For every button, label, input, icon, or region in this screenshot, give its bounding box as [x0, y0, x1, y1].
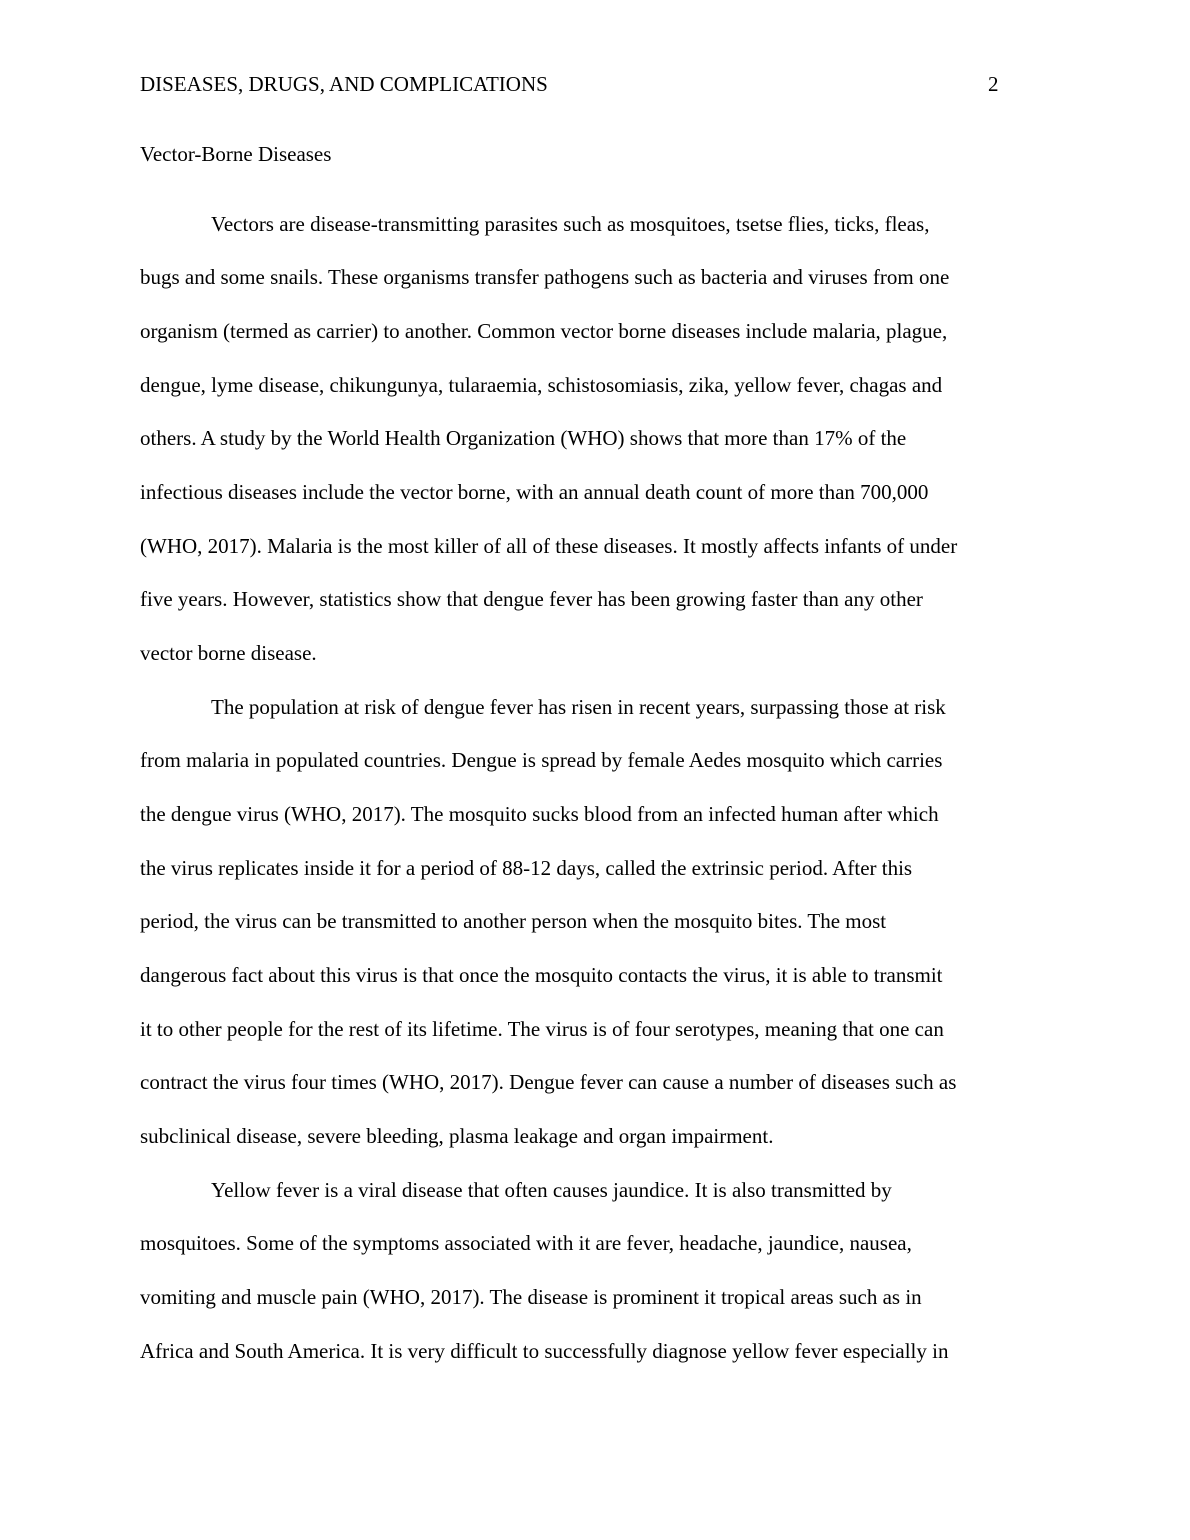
- paragraph-1-line-2: bugs and some snails. These organisms transfer pathogens such as bacteria and viruses from one: [140, 265, 950, 289]
- paragraph-3-line-2: mosquitoes. Some of the symptoms associated with it are fever, headache, jaundice, nausea,: [140, 1231, 912, 1255]
- paragraph-2-line-6: dangerous fact about this virus is that once the mosquito contacts the virus, it is able to transmit: [140, 963, 943, 987]
- paragraph-2-line-3: the dengue virus (WHO, 2017). The mosquito sucks blood from an infected human after which: [140, 802, 939, 826]
- paragraph-2-line-4: the virus replicates inside it for a period of 88-12 days, called the extrinsic period. After this: [140, 856, 913, 880]
- paragraph-2-line-2: from malaria in populated countries. Dengue is spread by female Aedes mosquito which carries: [140, 748, 943, 772]
- paragraph-1-line-5: others. A study by the World Health Organization (WHO) shows that more than 17% of the: [140, 426, 907, 450]
- paragraph-2-line-1: The population at risk of dengue fever has risen in recent years, surpassing those at risk: [211, 695, 946, 719]
- page-number: 2: [988, 72, 999, 96]
- paragraph-3-line-3: vomiting and muscle pain (WHO, 2017). The disease is prominent it tropical areas such as in: [140, 1285, 922, 1309]
- paragraph-1-line-6: infectious diseases include the vector borne, with an annual death count of more than 700,000: [140, 480, 929, 504]
- paragraph-1-line-7: (WHO, 2017). Malaria is the most killer of all of these diseases. It mostly affects infants of under: [140, 534, 958, 558]
- paragraph-3-line-4: Africa and South America. It is very difficult to successfully diagnose yellow fever especially in: [140, 1339, 949, 1363]
- paragraph-2-line-7: it to other people for the rest of its lifetime. The virus is of four serotypes, meaning that one can: [140, 1017, 944, 1041]
- paragraph-1-line-1: Vectors are disease-transmitting parasites such as mosquitoes, tsetse flies, ticks, fleas,: [211, 212, 930, 236]
- paragraph-2-line-9: subclinical disease, severe bleeding, plasma leakage and organ impairment.: [140, 1124, 774, 1148]
- paragraph-2-line-8: contract the virus four times (WHO, 2017). Dengue fever can cause a number of diseases such as: [140, 1070, 957, 1094]
- paragraph-1-line-4: dengue, lyme disease, chikungunya, tularaemia, schistosomiasis, zika, yellow fever, chagas and: [140, 373, 943, 397]
- paragraph-1-line-8: five years. However, statistics show that dengue fever has been growing faster than any other: [140, 587, 923, 611]
- paragraph-1-line-3: organism (termed as carrier) to another. Common vector borne diseases include malaria, plague,: [140, 319, 948, 343]
- paragraph-1-line-9: vector borne disease.: [140, 641, 317, 665]
- paragraph-3-line-1: Yellow fever is a viral disease that often causes jaundice. It is also transmitted by: [211, 1178, 892, 1202]
- section-heading: Vector-Borne Diseases: [140, 142, 332, 166]
- paragraph-2-line-5: period, the virus can be transmitted to another person when the mosquito bites. The most: [140, 909, 887, 933]
- running-head: DISEASES, DRUGS, AND COMPLICATIONS: [140, 72, 548, 96]
